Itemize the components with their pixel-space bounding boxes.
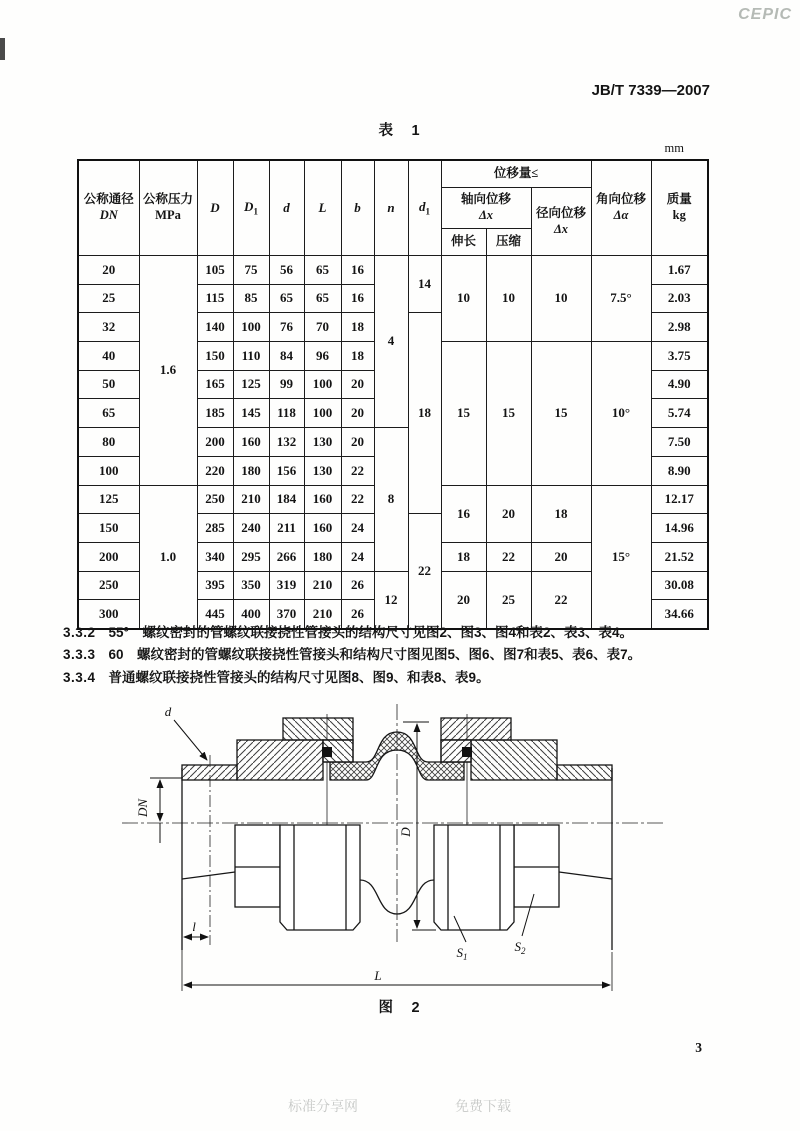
cell-d: 65 [269, 284, 304, 313]
cell-L: 65 [304, 284, 341, 313]
cell-dn: 150 [78, 514, 139, 543]
cell-D: 115 [197, 284, 233, 313]
col-header-D1-base: D [244, 198, 254, 214]
fig-label-l: l [192, 919, 196, 934]
dimension-dn [135, 778, 182, 843]
col-header-d1 [408, 160, 441, 256]
cell-D1: 210 [233, 485, 269, 514]
cell-n: 12 [374, 571, 408, 629]
cell-d: 156 [269, 456, 304, 485]
clause-text: 60 螺纹密封的管螺纹联接挠性管接头和结构尺寸图见图5、图6、图7和表5、表6、表7。 [108, 647, 642, 663]
cell-mass: 14.96 [651, 514, 708, 543]
cell-radial: 22 [531, 571, 591, 629]
cell-d: 211 [269, 514, 304, 543]
figure-caption: 图 2 [378, 1000, 422, 1016]
cell-b: 24 [341, 542, 374, 571]
cell-D1: 350 [233, 571, 269, 600]
col-header-d: d [269, 160, 304, 256]
col-header-dn-sym: DN [99, 208, 118, 222]
col-header-dn [78, 160, 139, 256]
cell-L: 70 [304, 313, 341, 342]
standard-number: JB/T 7339—2007 [591, 82, 710, 99]
col-header-axial-cn: 轴向位移 [460, 192, 511, 207]
cell-d: 118 [269, 399, 304, 428]
cell-dn: 80 [78, 428, 139, 457]
cell-b: 26 [341, 571, 374, 600]
clause-number: 3.3.3 [63, 647, 96, 663]
footer-watermark-download: 免费下载 [455, 1098, 511, 1114]
cell-D1: 400 [233, 600, 269, 629]
cell-dn: 250 [78, 571, 139, 600]
col-header-radial [531, 188, 591, 256]
cell-dn: 200 [78, 542, 139, 571]
cell-comp: 10 [486, 256, 531, 342]
cell-mass: 1.67 [651, 256, 708, 285]
cell-mass: 12.17 [651, 485, 708, 514]
cell-dn: 50 [78, 370, 139, 399]
cell-mass: 4.90 [651, 370, 708, 399]
cell-L: 96 [304, 342, 341, 371]
cell-mpa: 1.0 [139, 485, 197, 629]
cell-d: 84 [269, 342, 304, 371]
cell-mass: 34.66 [651, 600, 708, 629]
col-header-mass [651, 160, 708, 256]
cell-dn: 300 [78, 600, 139, 629]
cell-mass: 2.98 [651, 313, 708, 342]
cell-elong: 10 [441, 256, 486, 342]
cell-b: 18 [341, 313, 374, 342]
cell-L: 130 [304, 456, 341, 485]
cell-D1: 180 [233, 456, 269, 485]
col-header-angular-sym: Δα [613, 208, 629, 222]
cell-b: 20 [341, 428, 374, 457]
cell-d: 56 [269, 256, 304, 285]
cell-angular: 7.5° [591, 256, 651, 342]
cell-L: 160 [304, 485, 341, 514]
cell-D: 150 [197, 342, 233, 371]
clause-3-3-4 [63, 667, 743, 689]
cell-D1: 295 [233, 542, 269, 571]
cell-D: 140 [197, 313, 233, 342]
clause-3-3-3 [63, 644, 743, 666]
cell-dn: 20 [78, 256, 139, 285]
col-header-dn-cn: 公称通径 [83, 192, 134, 207]
cell-D: 165 [197, 370, 233, 399]
cell-L: 130 [304, 428, 341, 457]
cell-dn: 32 [78, 313, 139, 342]
cell-dn: 65 [78, 399, 139, 428]
clause-text: 55° 螺纹密封的管螺纹联接挠性管接头的结构尺寸见图2、图3、图4和表2、表3、表4。 [108, 625, 633, 640]
col-header-mass-cn: 质量 [666, 192, 692, 207]
cell-D1: 145 [233, 399, 269, 428]
cell-D1: 240 [233, 514, 269, 543]
cell-D1: 125 [233, 370, 269, 399]
cell-b: 16 [341, 256, 374, 285]
col-header-angular [591, 160, 651, 256]
cell-d1: 22 [408, 514, 441, 629]
cell-b: 26 [341, 600, 374, 629]
cell-D: 340 [197, 542, 233, 571]
col-header-d1-sub: 1 [425, 206, 430, 217]
fig-label-dn: DN [135, 798, 150, 818]
cell-b: 16 [341, 284, 374, 313]
cell-D: 285 [197, 514, 233, 543]
cell-b: 18 [341, 342, 374, 371]
col-header-mpa [139, 160, 197, 256]
hex-nut-left [280, 825, 360, 930]
dimension-L [182, 952, 612, 991]
cell-angular: 15° [591, 485, 651, 629]
cell-d: 99 [269, 370, 304, 399]
cell-b: 22 [341, 456, 374, 485]
cell-D: 105 [197, 256, 233, 285]
cell-mass: 7.50 [651, 428, 708, 457]
cell-comp: 25 [486, 571, 531, 629]
clamp-bolt-left [322, 747, 332, 757]
cell-L: 160 [304, 514, 341, 543]
clause-number: 3.3.4 [63, 669, 96, 685]
cell-n: 8 [374, 428, 408, 571]
clauses [63, 622, 743, 689]
cell-dn: 100 [78, 456, 139, 485]
fig-label-s1: $S_1$ [456, 945, 468, 962]
cell-dn: 40 [78, 342, 139, 371]
dimension-d [165, 704, 207, 760]
col-header-n: n [374, 160, 408, 256]
col-header-D: D [197, 160, 233, 256]
col-header-angular-cn: 角向位移 [595, 192, 646, 207]
cell-mass: 5.74 [651, 399, 708, 428]
cell-d1: 14 [408, 256, 441, 313]
cell-comp: 22 [486, 542, 531, 571]
clamp-bolt-right [462, 747, 472, 757]
footer-watermark-site: 标准分享网 [288, 1098, 358, 1114]
cell-L: 100 [304, 399, 341, 428]
cell-elong: 15 [441, 342, 486, 485]
figure-2-drawing [120, 700, 680, 1012]
cell-d: 76 [269, 313, 304, 342]
cell-elong: 16 [441, 485, 486, 542]
cell-radial: 20 [531, 542, 591, 571]
cell-d: 184 [269, 485, 304, 514]
col-header-d1-base: d [419, 198, 426, 214]
cell-d: 132 [269, 428, 304, 457]
cell-L: 100 [304, 370, 341, 399]
col-header-radial-cn: 径向位移 [535, 205, 586, 220]
cell-mass: 8.90 [651, 456, 708, 485]
cell-L: 210 [304, 571, 341, 600]
cell-radial: 18 [531, 485, 591, 542]
fig-label-s2: $S_2$ [514, 939, 526, 956]
header-row-1 [78, 160, 708, 188]
cell-L: 65 [304, 256, 341, 285]
cell-b: 20 [341, 370, 374, 399]
cell-D1: 160 [233, 428, 269, 457]
cell-dn: 125 [78, 485, 139, 514]
cepic-logo: CEPIC [738, 6, 792, 23]
cell-b: 24 [341, 514, 374, 543]
cell-n: 4 [374, 256, 408, 428]
clause-3-3-2 [63, 622, 743, 644]
cell-D: 395 [197, 571, 233, 600]
cell-d1: 18 [408, 313, 441, 514]
col-header-D1 [233, 160, 269, 256]
cell-L: 180 [304, 542, 341, 571]
dimension-D [398, 722, 436, 930]
table-title: 表 1 [378, 123, 422, 139]
col-header-displacement-limit: 位移量≤ [441, 160, 591, 188]
col-header-axial [441, 188, 531, 229]
cell-mass: 21.52 [651, 542, 708, 571]
cell-b: 22 [341, 485, 374, 514]
cell-mass: 3.75 [651, 342, 708, 371]
cell-mpa: 1.6 [139, 256, 197, 486]
cell-D1: 110 [233, 342, 269, 371]
table-row [78, 256, 708, 285]
page-number: 3 [695, 1040, 702, 1055]
fig-label-d: d [164, 704, 172, 719]
spec-table [77, 159, 709, 630]
col-header-b: b [341, 160, 374, 256]
cell-D: 220 [197, 456, 233, 485]
cell-dn: 25 [78, 284, 139, 313]
cell-angular: 10° [591, 342, 651, 485]
cell-comp: 15 [486, 342, 531, 485]
fig-label-D: D [398, 827, 413, 837]
cell-d: 370 [269, 600, 304, 629]
cell-d: 319 [269, 571, 304, 600]
cell-D: 200 [197, 428, 233, 457]
col-header-compression: 压缩 [486, 229, 531, 256]
cell-mass: 30.08 [651, 571, 708, 600]
col-header-mpa-unit: MPa [155, 208, 181, 222]
figure-2 [120, 700, 680, 1012]
cell-L: 210 [304, 600, 341, 629]
cell-D: 445 [197, 600, 233, 629]
dimension-l [182, 898, 208, 952]
cell-elong: 20 [441, 571, 486, 629]
cell-radial: 15 [531, 342, 591, 485]
cell-D1: 85 [233, 284, 269, 313]
clause-number: 3.3.2 [63, 625, 96, 640]
col-header-axial-sym: Δx [478, 208, 494, 222]
cell-comp: 20 [486, 485, 531, 542]
scan-artifact [0, 38, 5, 60]
cell-D1: 75 [233, 256, 269, 285]
clause-text: 普通螺纹联接挠性管接头的结构尺寸见图8、图9、和表8、表9。 [108, 669, 490, 685]
cell-b: 20 [341, 399, 374, 428]
cell-d: 266 [269, 542, 304, 571]
hex-nut-right [434, 825, 514, 930]
cell-D: 185 [197, 399, 233, 428]
col-header-mass-unit: kg [672, 208, 686, 222]
cell-elong: 18 [441, 542, 486, 571]
col-header-elongation: 伸长 [441, 229, 486, 256]
cell-D1: 100 [233, 313, 269, 342]
col-header-L: L [304, 160, 341, 256]
fig-label-L: L [374, 968, 382, 983]
cell-mass: 2.03 [651, 284, 708, 313]
col-header-D1-sub: 1 [253, 206, 258, 217]
table-unit: mm [664, 141, 684, 155]
col-header-radial-sym: Δx [553, 221, 569, 236]
cell-radial: 10 [531, 256, 591, 342]
col-header-mpa-cn: 公称压力 [142, 192, 193, 207]
cell-D: 250 [197, 485, 233, 514]
spec-table-wrapper [77, 159, 709, 630]
